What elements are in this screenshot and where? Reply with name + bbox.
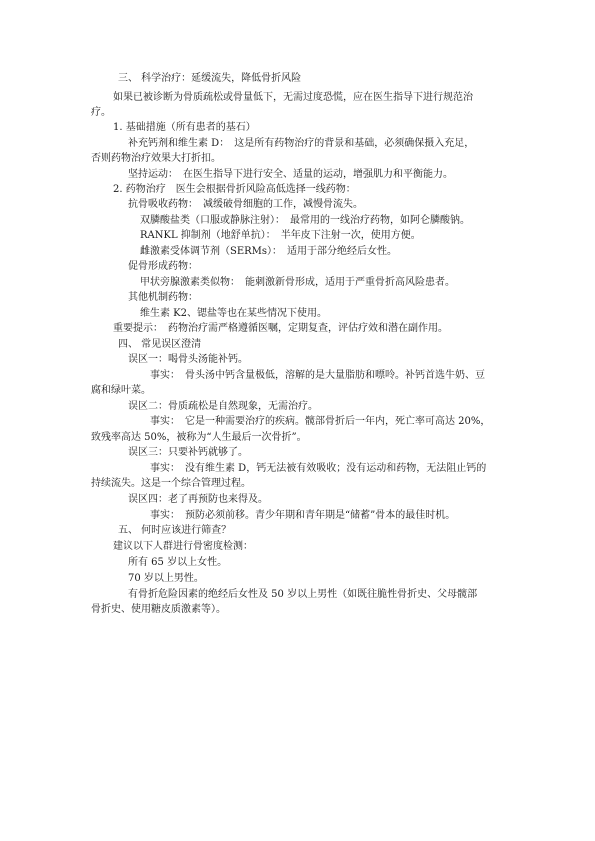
item-1-exercise: 坚持运动： 在医生指导下进行安全、适量的运动，增强肌力和平衡能力。 — [128, 169, 453, 180]
myth-1-fact: 事实： 骨头汤中钙含量极低，溶解的是大量脂肪和嘌呤。补钙首选牛奶、豆 — [150, 370, 485, 381]
myth-3-fact: 事实： 没有维生素 D，钙无法被有效吸收；没有运动和药物，无法阻止钙的 — [150, 463, 487, 474]
section-5-heading: 五、 何时应该进行筛查？ — [118, 525, 232, 536]
serm-line: 雌激素受体调节剂（SERMs）： 适用于部分绝经后女性。 — [140, 246, 398, 257]
vitamin-k2-line: 维生素 K2、锶盐等也在某些情况下使用。 — [140, 308, 328, 319]
myth-2: 误区二：骨质疏松是自然现象，无需治疗。 — [128, 401, 318, 412]
screening-women-65: 所有 65 岁以上女性。 — [128, 557, 228, 568]
section-5-intro: 建议以下人群进行骨密度检测： — [113, 541, 253, 552]
myth-4-fact: 事实： 预防必须前移。青少年期和青年期是“储蓄”骨本的最佳时机。 — [150, 510, 456, 521]
item-1-calcium: 补充钙剂和维生素 D： 这是所有药物治疗的背景和基础，必须确保摄入充足， — [128, 138, 475, 149]
screening-risk-factors: 有骨折危险因素的绝经后女性及 50 岁以上男性（如既往脆性骨折史、父母髋部 — [128, 589, 478, 600]
myth-1: 误区一：喝骨头汤能补钙。 — [128, 354, 248, 365]
item-2-title: 2. 药物治疗 医生会根据骨折风险高低选择一线药物： — [113, 184, 356, 195]
screening-men-70: 70 岁以上男性。 — [128, 573, 204, 584]
pth-line: 甲状旁腺激素类似物： 能刺激新骨形成，适用于严重骨折高风险患者。 — [140, 277, 455, 288]
myth-3: 误区三：只要补钙就够了。 — [128, 447, 248, 458]
other-mechanism-heading: 其他机制药物： — [128, 292, 198, 303]
important-note: 重要提示： 药物治疗需严格遵循医嘱，定期复查，评估疗效和潜在副作用。 — [113, 323, 448, 334]
myth-2-fact: 事实： 它是一种需要治疗的疾病。髋部骨折后一年内，死亡率可高达 20%， — [150, 416, 491, 427]
myth-2-fact-cont: 致残率高达 50%，被称为“人生最后一次骨折”。 — [91, 432, 307, 443]
section-4-heading: 四、 常见误区澄清 — [118, 339, 202, 350]
myth-3-fact-cont: 持续流失。这是一个综合管理过程。 — [91, 478, 251, 489]
anabolic-heading: 促骨形成药物： — [128, 261, 198, 272]
anti-resorptive-heading: 抗骨吸收药物： 减缓破骨细胞的工作，减慢骨流失。 — [128, 199, 363, 210]
section-3-heading: 三、 科学治疗：延缓流失，降低骨折风险 — [118, 73, 302, 84]
myth-4: 误区四：老了再预防也来得及。 — [128, 494, 268, 505]
item-1-calcium-cont: 否则药物治疗效果大打折扣。 — [91, 153, 221, 164]
section-3-intro: 如果已被诊断为骨质疏松或骨量低下，无需过度恐慌，应在医生指导下进行规范治 — [113, 92, 473, 103]
bisphosphonate-line: 双膦酸盐类（口服或静脉注射）： 最常用的一线治疗药物，如阿仑膦酸钠。 — [140, 215, 470, 226]
item-1-title: 1. 基础措施（所有患者的基石） — [113, 122, 256, 133]
rankl-line: RANKL 抑制剂（地舒单抗）： 半年皮下注射一次，使用方便。 — [140, 230, 421, 241]
myth-1-fact-cont: 腐和绿叶菜。 — [91, 385, 151, 396]
section-3-intro-cont: 疗。 — [91, 107, 111, 118]
screening-risk-factors-cont: 骨折史、使用糖皮质激素等）。 — [91, 604, 226, 615]
